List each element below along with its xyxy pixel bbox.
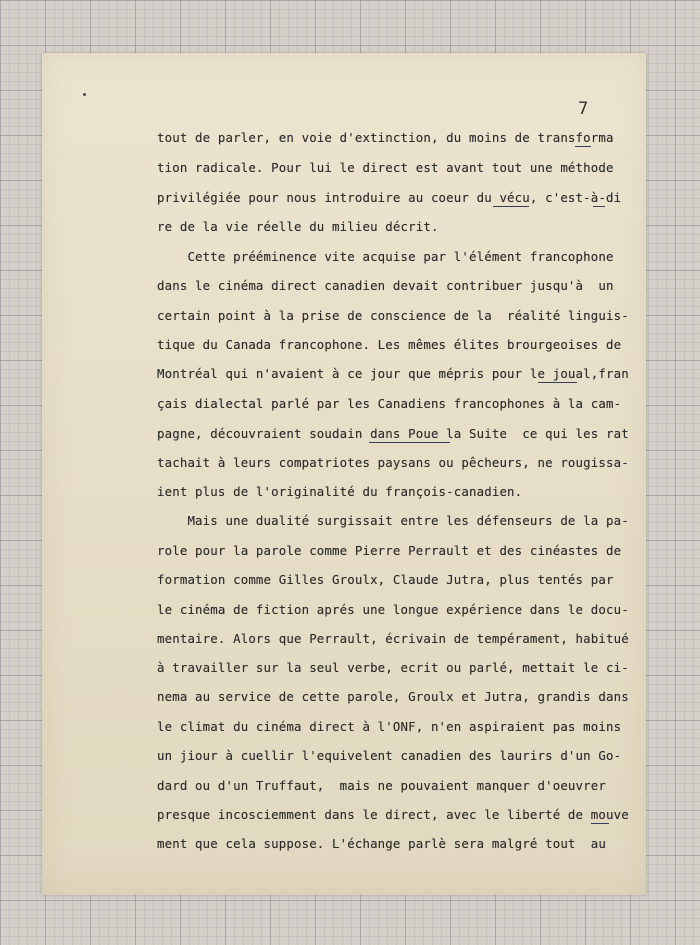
text-line: mentaire. Alors que Perrault, écrivain de tempérament, habitué [157, 631, 629, 646]
text-line: re de la vie réelle du milieu décrit. [157, 219, 439, 234]
text-line: dans le cinéma direct canadien devait contribuer jusqu'à un [157, 278, 614, 293]
text-line: role pour la parole comme Pierre Perrault et des cinéastes de [157, 543, 622, 558]
underline-mark [369, 442, 450, 443]
text-line: pagne, découvraient soudain dans Poue la Suite ce qui les rat [157, 426, 629, 441]
text-line: presque incosciemment dans le direct, avec le liberté de mouve [157, 807, 629, 822]
page-number: 7 [578, 99, 589, 119]
text-line: tachait à leurs compatriotes paysans ou pêcheurs, ne rougissa- [157, 455, 629, 470]
text-line: Montréal qui n'avaient à ce jour que mépris pour le joual,fran [157, 366, 629, 381]
text-line: à travailler sur la seul verbe, ecrit ou parlé, mettait le ci- [157, 660, 629, 675]
underline-mark [493, 206, 529, 207]
paper-speck [83, 93, 86, 96]
text-line: tout de parler, en voie d'extinction, du moins de transforma [157, 130, 614, 145]
text-line: Mais une dualité surgissait entre les défenseurs de la pa- [157, 513, 629, 528]
underline-mark [593, 206, 605, 207]
text-line: tion radicale. Pour lui le direct est avant tout une méthode [157, 160, 614, 175]
text-line: certain point à la prise de conscience de la réalité linguis- [157, 308, 629, 323]
underline-mark [575, 146, 591, 147]
text-line: privilégiée pour nous introduire au coeur du vécu, c'est-à-di [157, 190, 622, 205]
text-line: tique du Canada francophone. Les mêmes élites brourgeoises de [157, 337, 622, 352]
text-line: le climat du cinéma direct à l'ONF, n'en aspiraient pas moins [157, 719, 622, 734]
text-line: ient plus de l'originalité du françois-canadien. [157, 484, 523, 499]
text-line: formation comme Gilles Groulx, Claude Jutra, plus tentés par [157, 572, 614, 587]
underline-mark [591, 823, 609, 824]
text-line: nema au service de cette parole, Groulx et Jutra, grandis dans [157, 689, 629, 704]
typed-page [42, 53, 646, 895]
text-line: dard ou d'un Truffaut, mais ne pouvaient manquer d'oeuvrer [157, 778, 606, 793]
text-line: Cette prééminence vite acquise par l'élément francophone [157, 249, 614, 264]
text-line: un jiour à cuellir l'equivelent canadien des laurirs d'un Go- [157, 748, 622, 763]
text-line: le cinéma de fiction aprés une longue expérience dans le docu- [157, 602, 629, 617]
underline-mark [538, 382, 577, 383]
text-line: çais dialectal parlé par les Canadiens francophones à la cam- [157, 396, 622, 411]
text-line: ment que cela suppose. L'échange parlè sera malgré tout au [157, 836, 606, 851]
